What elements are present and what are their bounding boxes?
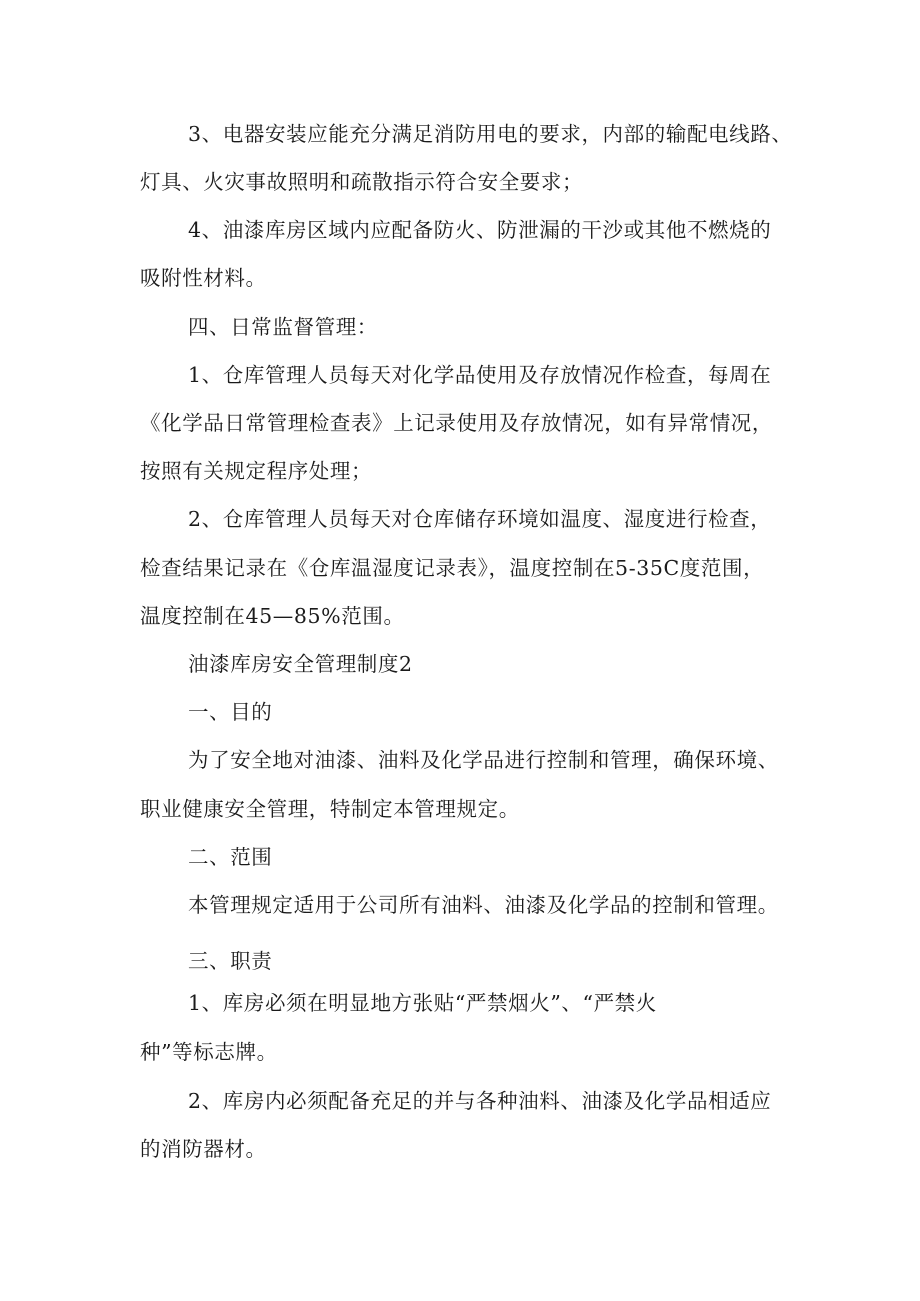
section-heading-purpose: 一、目的 <box>188 700 273 724</box>
text-line-4: 吸附性材料。 <box>140 266 267 290</box>
text-line-1: 3、电器安装应能充分满足消防用电的要求，内部的输配电线路、 <box>188 122 793 146</box>
text-line-22: 的消防器材。 <box>140 1137 267 1161</box>
text-line-17: 本管理规定适用于公司所有油料、油漆及化学品的控制和管理。 <box>188 893 779 917</box>
text-line-20: 种”等标志牌。 <box>140 1040 278 1064</box>
section-heading-scope: 二、范围 <box>188 845 273 869</box>
text-line-6: 1、仓库管理人员每天对化学品使用及存放情况作检查，每周在 <box>188 363 772 387</box>
text-line-3: 4、油漆库房区域内应配备防火、防泄漏的干沙或其他不燃烧的 <box>188 218 772 242</box>
text-line-21: 2、库房内必须配备充足的并与各种油料、油漆及化学品相适应 <box>188 1089 772 1113</box>
section-heading-supervision: 四、日常监督管理： <box>188 315 378 339</box>
text-line-8: 按照有关规定程序处理； <box>140 459 373 483</box>
text-line-2: 灯具、火灾事故照明和疏散指示符合安全要求； <box>140 170 584 194</box>
text-line-14: 为了安全地对油漆、油料及化学品进行控制和管理，确保环境、 <box>188 748 779 772</box>
document-title-2: 油漆库房安全管理制度2 <box>188 652 413 676</box>
section-heading-duties: 三、职责 <box>188 949 273 973</box>
text-line-19: 1、库房必须在明显地方张贴“严禁烟火”、“严禁火 <box>188 991 657 1015</box>
text-line-9: 2、仓库管理人员每天对仓库储存环境如温度、湿度进行检查， <box>188 507 772 531</box>
text-line-10: 检查结果记录在《仓库温湿度记录表》，温度控制在5-35C度范围， <box>140 556 765 580</box>
text-line-7: 《化学品日常管理检查表》上记录使用及存放情况，如有异常情况， <box>140 411 773 435</box>
text-line-11: 温度控制在45—85%范围。 <box>140 604 405 628</box>
text-line-15: 职业健康安全管理，特制定本管理规定。 <box>140 797 520 821</box>
